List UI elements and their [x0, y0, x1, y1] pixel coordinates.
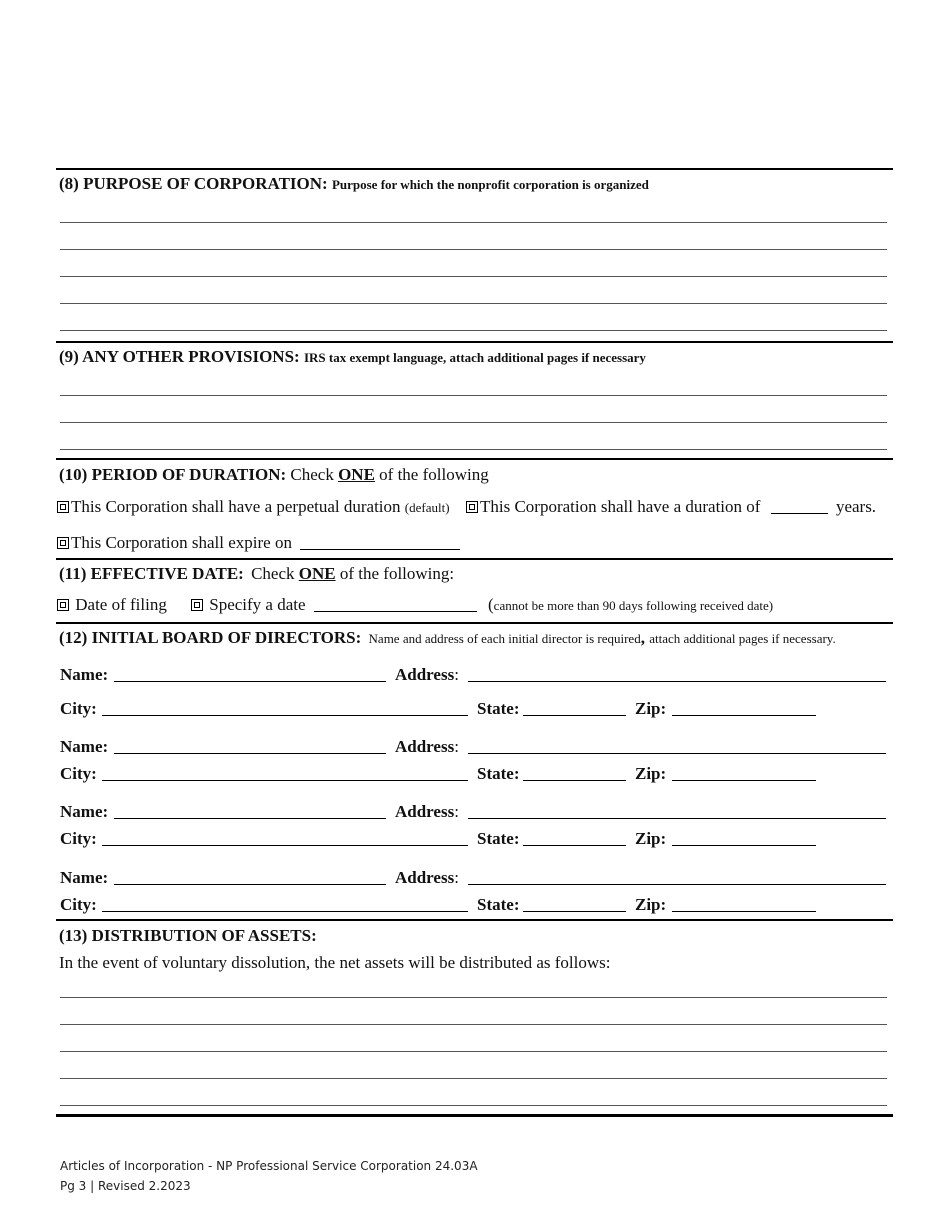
- director-3-name-field[interactable]: [114, 818, 386, 819]
- section-8-title: PURPOSE OF CORPORATION:: [83, 174, 328, 193]
- director-3-city-field[interactable]: [102, 845, 468, 846]
- section-10-top-rule: [56, 458, 893, 460]
- specify-date-field[interactable]: [314, 597, 477, 612]
- section-8-description: Purpose for which the nonprofit corporation is organized: [331, 177, 649, 192]
- date-of-filing-option[interactable]: [57, 595, 167, 615]
- specify-date-checkbox[interactable]: [191, 599, 203, 611]
- expire-checkbox[interactable]: [57, 537, 69, 549]
- director-1-name-label: Name:: [60, 665, 109, 684]
- footer-page-revision: Pg 3 | Revised 2.2023: [60, 1179, 191, 1193]
- perpetual-default-note: (default): [404, 500, 450, 515]
- distribution-line-5[interactable]: [60, 1105, 887, 1106]
- director-1-zip-label: Zip:: [635, 699, 667, 718]
- perpetual-option[interactable]: [57, 497, 450, 517]
- section-13-top-rule: [56, 919, 893, 921]
- director-2-zip-field[interactable]: [672, 780, 816, 781]
- director-4-name-label: Name:: [60, 868, 109, 887]
- section-10-check-word: Check: [290, 465, 334, 484]
- distribution-line-2[interactable]: [60, 1024, 887, 1025]
- duration-label: This Corporation shall have a duration of: [480, 497, 761, 516]
- section-10-title: PERIOD OF DURATION:: [91, 465, 287, 484]
- director-3-zip-field[interactable]: [672, 845, 816, 846]
- effective-date-note-text: cannot be more than 90 days following received date): [493, 598, 774, 613]
- director-3-state-field[interactable]: [523, 845, 626, 846]
- specify-date-option[interactable]: [191, 595, 477, 615]
- section-10-number: (10): [59, 465, 88, 484]
- director-3-address-field[interactable]: [468, 818, 886, 819]
- director-2-city-field[interactable]: [102, 780, 468, 781]
- director-1-address-field[interactable]: [468, 681, 886, 682]
- section-12-number: (12): [59, 628, 88, 647]
- perpetual-label: This Corporation shall have a perpetual duration: [71, 497, 401, 516]
- section-9-top-rule: [56, 341, 893, 343]
- effective-date-note: [488, 595, 773, 615]
- section-11-one-word: ONE: [298, 564, 336, 583]
- distribution-line-3[interactable]: [60, 1051, 887, 1052]
- director-4-city-label: City:: [60, 895, 97, 914]
- section-8-heading: [59, 174, 649, 194]
- distribution-line-4[interactable]: [60, 1078, 887, 1079]
- provisions-line-2[interactable]: [60, 422, 887, 423]
- director-1-address-word: Address: [395, 665, 455, 684]
- section-11-number: (11): [59, 564, 87, 583]
- director-4-state-field[interactable]: [523, 911, 626, 912]
- director-2-address-colon: :: [454, 737, 459, 756]
- director-4-name-field[interactable]: [114, 884, 386, 885]
- section-12-description-comma: ,: [640, 628, 645, 647]
- director-3-address-word: Address: [395, 802, 455, 821]
- section-9-heading: [59, 347, 646, 367]
- director-2-state-label: State:: [477, 764, 520, 783]
- date-of-filing-label: Date of filing: [75, 595, 167, 614]
- director-1-name-field[interactable]: [114, 681, 386, 682]
- director-1-address-label: [395, 665, 459, 685]
- duration-years-field[interactable]: [771, 499, 828, 514]
- section-11-check-word: Check: [251, 564, 295, 583]
- section-13-heading: [59, 926, 317, 946]
- director-1-address-colon: :: [454, 665, 459, 684]
- section-9-title: ANY OTHER PROVISIONS:: [82, 347, 300, 366]
- director-1-state-label: State:: [477, 699, 520, 718]
- distribution-line-1[interactable]: [60, 997, 887, 998]
- director-3-city-label: City:: [60, 829, 97, 848]
- section-13-number: (13): [59, 926, 88, 945]
- director-2-zip-label: Zip:: [635, 764, 667, 783]
- section-10-tail: of the following: [379, 465, 489, 484]
- section-8-number: (8): [59, 174, 79, 193]
- section-8-top-rule: [56, 168, 893, 170]
- director-2-address-field[interactable]: [468, 753, 886, 754]
- section-13-text: In the event of voluntary dissolution, the net assets will be distributed as follows:: [59, 953, 611, 972]
- section-10-heading: [59, 465, 489, 485]
- director-2-name-field[interactable]: [114, 753, 386, 754]
- director-4-city-field[interactable]: [102, 911, 468, 912]
- perpetual-checkbox[interactable]: [57, 501, 69, 513]
- section-13-title: DISTRIBUTION OF ASSETS:: [91, 926, 317, 945]
- director-1-city-field[interactable]: [102, 715, 468, 716]
- expire-label: This Corporation shall expire on: [71, 533, 292, 552]
- expire-date-field[interactable]: [300, 535, 460, 550]
- director-2-address-label: [395, 737, 459, 757]
- provisions-line-1[interactable]: [60, 395, 887, 396]
- director-3-address-colon: :: [454, 802, 459, 821]
- purpose-line-4[interactable]: [60, 303, 887, 304]
- purpose-line-2[interactable]: [60, 249, 887, 250]
- section-12-top-rule: [56, 622, 893, 624]
- section-9-description: IRS tax exempt language, attach additional pages if necessary: [303, 350, 646, 365]
- director-2-state-field[interactable]: [523, 780, 626, 781]
- director-3-name-label: Name:: [60, 802, 109, 821]
- purpose-line-3[interactable]: [60, 276, 887, 277]
- director-4-zip-field[interactable]: [672, 911, 816, 912]
- date-of-filing-checkbox[interactable]: [57, 599, 69, 611]
- director-4-address-label: [395, 868, 459, 888]
- section-13-bottom-rule: [56, 1114, 893, 1117]
- duration-years-label: years.: [835, 497, 877, 516]
- director-4-zip-label: Zip:: [635, 895, 667, 914]
- director-3-zip-label: Zip:: [635, 829, 667, 848]
- expire-option[interactable]: [57, 533, 460, 553]
- section-12-title: INITIAL BOARD OF DIRECTORS:: [91, 628, 362, 647]
- duration-checkbox[interactable]: [466, 501, 478, 513]
- provisions-line-3[interactable]: [60, 449, 887, 450]
- section-10-one-word: ONE: [338, 465, 375, 484]
- director-3-address-label: [395, 802, 459, 822]
- director-2-city-label: City:: [60, 764, 97, 783]
- duration-option[interactable]: [466, 497, 876, 517]
- section-11-heading: [59, 564, 454, 584]
- director-1-state-field[interactable]: [523, 715, 626, 716]
- director-4-address-field[interactable]: [468, 884, 886, 885]
- section-12-description-b: attach additional pages if necessary.: [649, 631, 836, 646]
- director-1-city-label: City:: [60, 699, 97, 718]
- section-11-title: EFFECTIVE DATE:: [90, 564, 244, 583]
- director-4-address-colon: :: [454, 868, 459, 887]
- section-11-top-rule: [56, 558, 893, 560]
- effective-date-note-paren: (: [488, 595, 494, 614]
- footer-form-title: Articles of Incorporation - NP Professional Service Corporation 24.03A: [60, 1159, 478, 1173]
- director-3-state-label: State:: [477, 829, 520, 848]
- section-11-tail: of the following:: [339, 564, 455, 583]
- director-2-address-word: Address: [395, 737, 455, 756]
- purpose-line-5[interactable]: [60, 330, 887, 331]
- specify-date-label: Specify a date: [209, 595, 306, 614]
- director-4-address-word: Address: [395, 868, 455, 887]
- purpose-line-1[interactable]: [60, 222, 887, 223]
- section-9-number: (9): [59, 347, 79, 366]
- section-12-heading: [59, 628, 836, 648]
- director-1-zip-field[interactable]: [672, 715, 816, 716]
- director-2-name-label: Name:: [60, 737, 109, 756]
- director-4-state-label: State:: [477, 895, 520, 914]
- section-12-description-a: Name and address of each initial director is required: [368, 631, 641, 646]
